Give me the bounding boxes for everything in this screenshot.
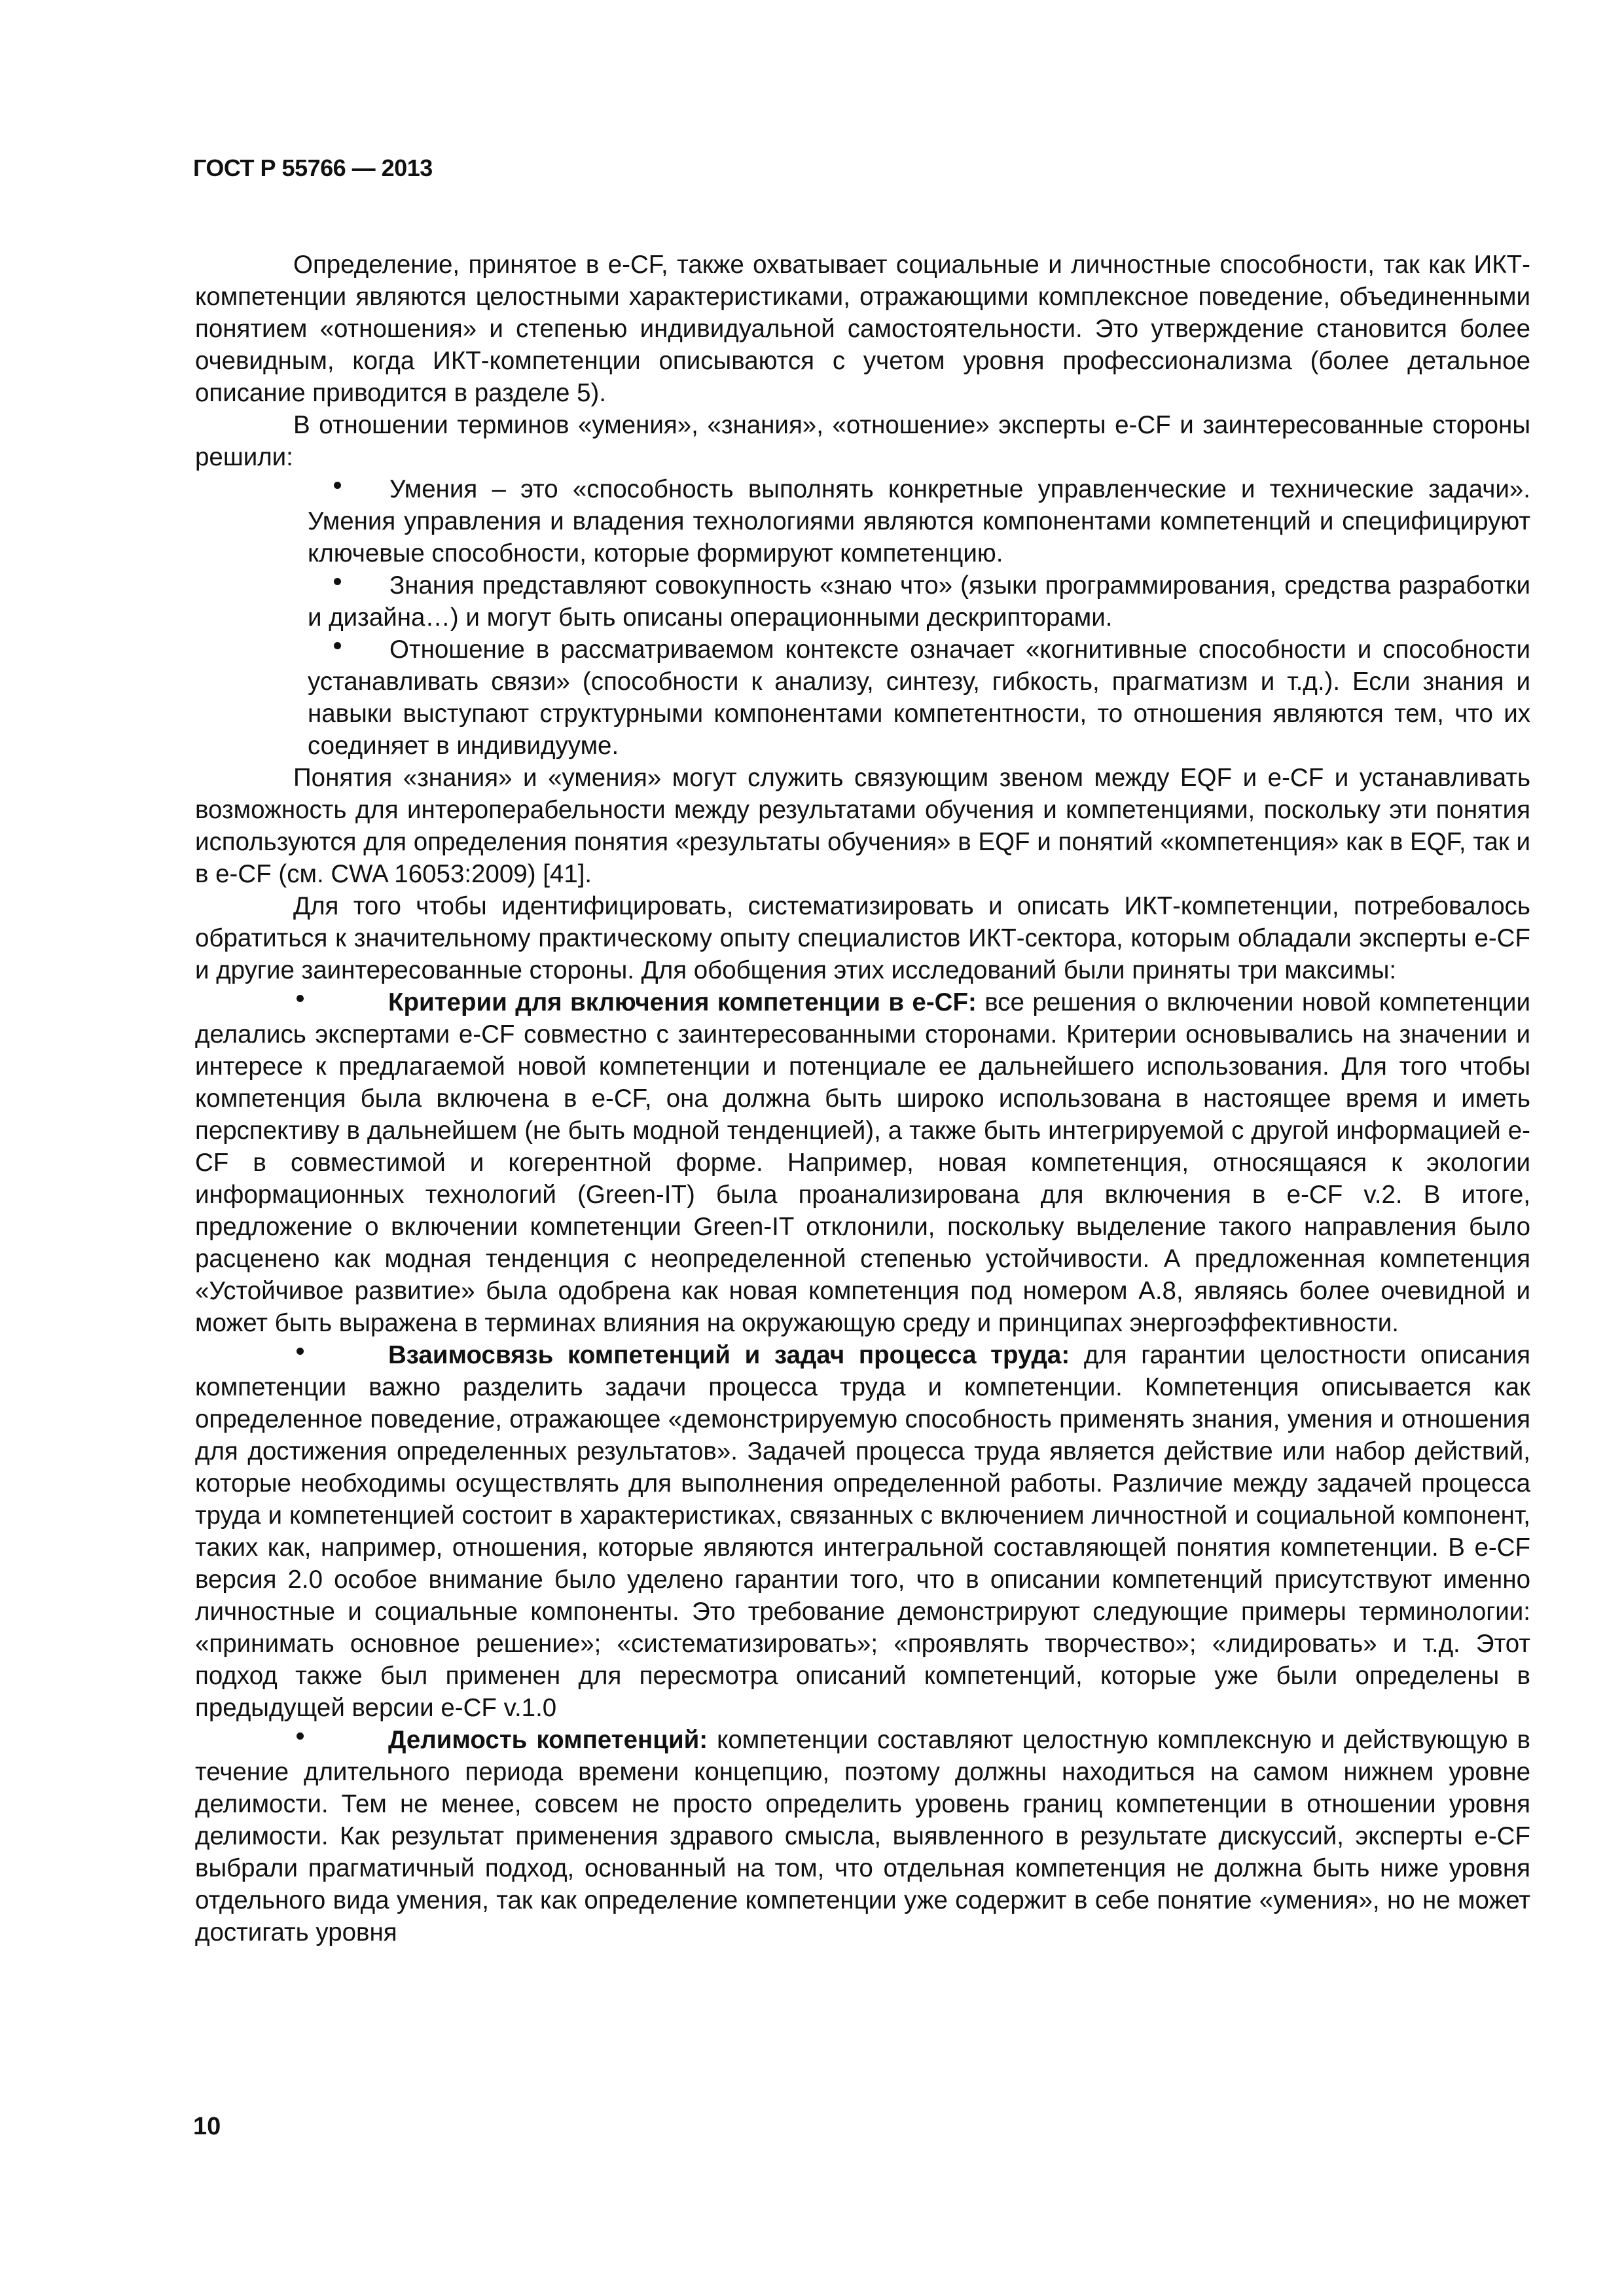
list-item (195, 1339, 1530, 1724)
list-item: Отношение в рассматриваемом контексте означает «когнитивные способности и способности устанавливать связи» (способности к анализу, синтезу, гибкость, прагматизм и т.д.). Если знания и навыки выступают структурными компонентами компетентности, то отношения являются тем, что их соединяет в индивидууме. (308, 636, 1530, 760)
maxim-text: все решения о включении новой компетенции делались экспертами e-CF совместно с заинтересованными сторонами. Критерии основывались на значении и интересе к предлагаемой новой компетенции и потенциале ее дальнейшего использования. Для того чтобы компетенция была включена в e-CF, она должна быть широко использована в настоящее время и иметь перспективу в дальнейшем (не быть модной тенденцией), а также быть интегрируемой с другой информацией e-CF в совместимой и когерентной форме. Например, новая компетенция, относящаяся к экологии информационных технологий (Green-IT) была проанализирована для включения в e-CF v.2. В итоге, предложение о включении компетенции Green-IT отклонили, поскольку выделение такого направления было расценено как модная тенденция с неопределенной степенью устойчивости. А предложенная компетенция «Устойчивое развитие» была одобрена как новая компетенция под номером A.8, являясь более очевидной и может быть выражена в терминах влияния на окружающую среду и принципах энергоэффективности. (195, 988, 1530, 1337)
maxim-text: компетенции составляют целостную комплексную и действующую в течение длительного периода времени концепцию, поэтому должны находиться на самом нижнем уровне делимости. Тем не менее, совсем не просто определить уровень границ компетенции в отношении уровня делимости. Как результат применения здравого смысла, выявленного в результате дискуссий, эксперты e-CF выбрали прагматичный подход, основанный на том, что отдельная компетенция не должна быть ниже уровня отдельного вида умения, так как определение компетенции уже содержит в себе понятие «умения», но не может достигать уровня (195, 1726, 1530, 1946)
page-number: 10 (193, 2113, 221, 2140)
maxims-bullet-list (195, 986, 1530, 1948)
list-item (195, 1724, 1530, 1948)
paragraph-definition: Определение, принятое в e-CF, также охватывает социальные и личностные способности, так как ИКТ-компетенции являются целостными характеристиками, отражающими комплексное поведение, объединенными понятием «отношения» и степенью индивидуальной самостоятельности. Это утверждение становится более очевидным, когда ИКТ-компетенции описываются с учетом уровня профессионализма (более детальное описание приводится в разделе 5). (195, 251, 1530, 407)
maxim-title: Взаимосвязь компетенций и задач процесса труда: (388, 1341, 1070, 1369)
maxim-title: Критерии для включения компетенции в e-CF: (388, 988, 977, 1016)
paragraph-maxims-intro: Для того чтобы идентифицировать, систематизировать и описать ИКТ-компетенции, потребовалось обратиться к значительному практическому опыту специалистов ИКТ-сектора, которым обладали эксперты e-CF и другие заинтересованные стороны. Для обобщения этих исследований были приняты три максимы: (195, 892, 1530, 984)
maxim-text: для гарантии целостности описания компетенции важно разделить задачи процесса труда и компетенции. Компетенция описывается как определенное поведение, отражающее «демонстрируемую способность применять знания, умения и отношения для достижения определенных результатов». Задачей процесса труда является действие или набор действий, которые необходимы осуществлять для выполнения определенной работы. Различие между задачей процесса труда и компетенцией состоит в характеристиках, связанных с включением личностной и социальной компонент, таких как, например, отношения, которые являются интегральной составляющей понятия компетенции. В e-CF версия 2.0 особое внимание было уделено гарантии того, что в описании компетенций присутствуют именно личностные и социальные компоненты. Это требование демонстрируют следующие примеры терминологии: «принимать основное решение»; «систематизировать»; «проявлять творчество»; «лидировать» и т.д. Этот подход также был применен для пересмотра описаний компетенций, которые уже были определены в предыдущей версии e-CF v.1.0 (195, 1341, 1530, 1722)
list-item: Знания представляют совокупность «знаю что» (языки программирования, средства разработки и дизайна…) и могут быть описаны операционными дескрипторами. (308, 571, 1530, 632)
list-item (195, 986, 1530, 1339)
paragraph-terms-intro: В отношении терминов «умения», «знания», «отношение» эксперты e-CF и заинтересованные стороны решили: (195, 411, 1530, 471)
paragraph-eqf: Понятия «знания» и «умения» могут служить связующим звеном между EQF и e-CF и устанавливать возможность для интероперабельности между результатами обучения и компетенциями, поскольку эти понятия используются для определения понятия «результаты обучения» в EQF и понятий «компетенция» как в EQF, так и в e-CF (см. CWA 16053:2009) [41]. (195, 764, 1530, 888)
list-item: Умения – это «способность выполнять конкретные управленческие и технические задачи». Умения управления и владения технологиями являются компонентами компетенций и специфицируют ключевые способности, которые формируют компетенцию. (308, 475, 1530, 567)
maxim-title: Делимость компетенций: (388, 1726, 708, 1754)
document-header: ГОСТ Р 55766 — 2013 (193, 154, 433, 181)
terms-bullet-list (195, 473, 1530, 762)
document-body (195, 249, 1530, 1948)
